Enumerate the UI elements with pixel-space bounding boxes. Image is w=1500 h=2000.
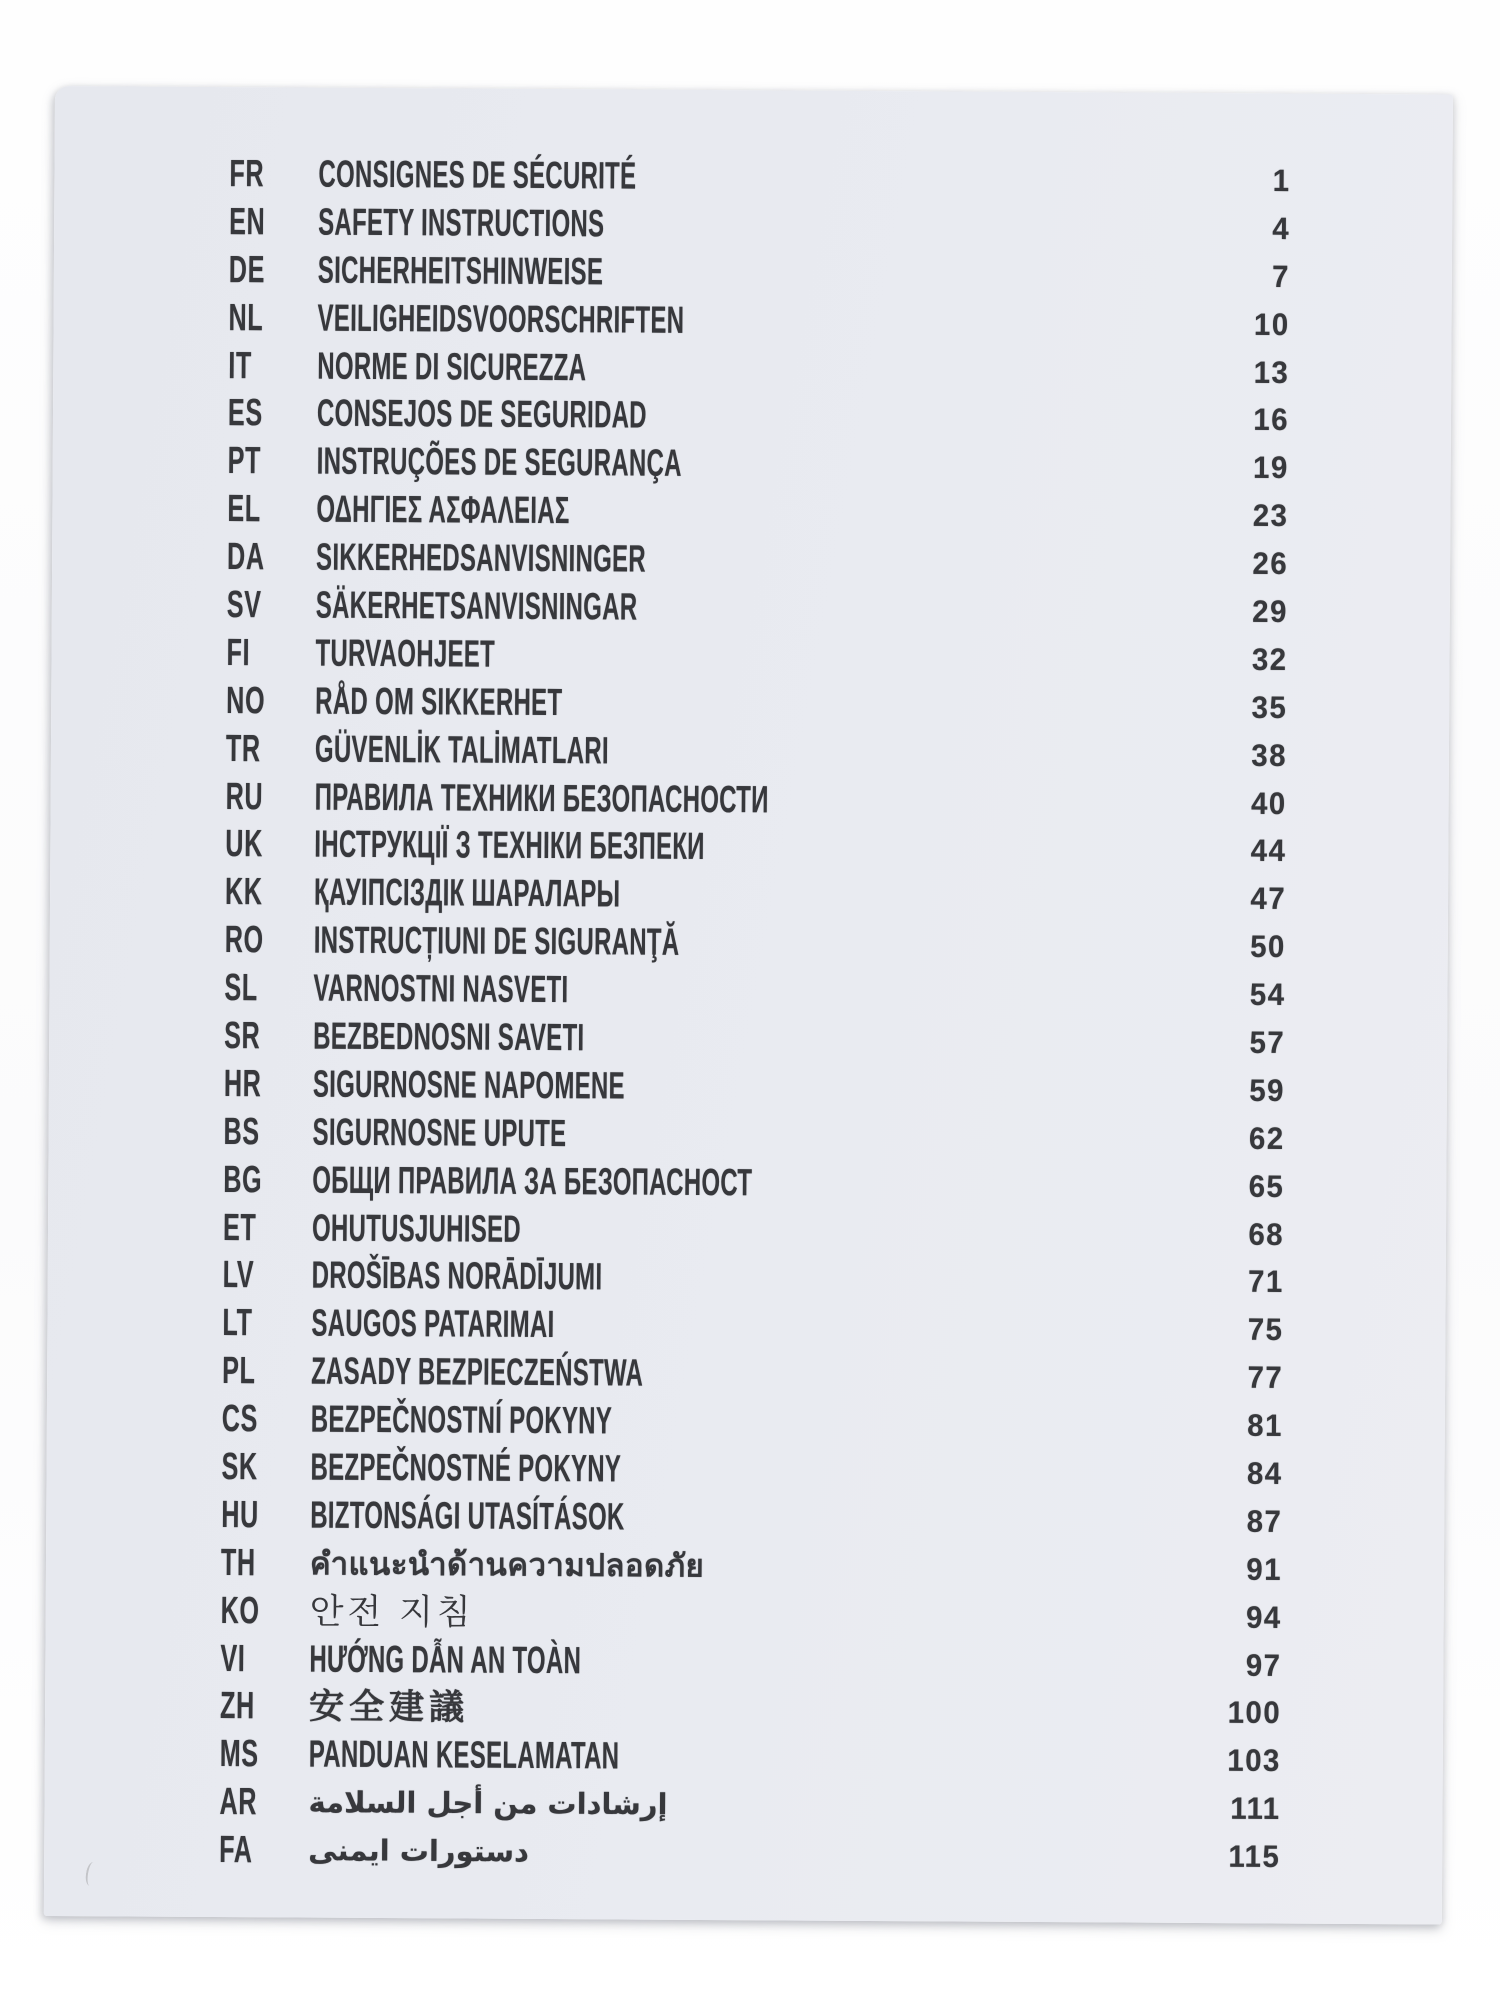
toc-title: NORME DI SICUREZZA <box>317 345 587 389</box>
toc-title: BEZPEČNOSTNÉ POKYNY <box>310 1446 622 1491</box>
toc-language-code: NL <box>228 296 264 339</box>
toc-language-code: PL <box>222 1350 256 1393</box>
toc-row <box>49 1011 1447 1067</box>
toc-language-code: KO <box>220 1589 260 1632</box>
toc-language-code: ES <box>227 392 263 435</box>
toc-title: TURVAOHJEET <box>315 632 496 676</box>
toc-row <box>44 1825 1442 1881</box>
toc-page-number: 77 <box>1247 1360 1284 1396</box>
toc-row <box>47 1298 1445 1354</box>
toc-title: GÜVENLİK TALİMATLARI <box>314 728 610 773</box>
document-page <box>44 86 1453 1925</box>
toc-row <box>50 867 1448 923</box>
toc-page-number: 32 <box>1251 641 1288 677</box>
toc-title: ҚАУІПСІЗДІК ШАРАЛАРЫ <box>313 871 621 916</box>
toc-page-number: 103 <box>1227 1743 1281 1779</box>
toc-language-code: LT <box>222 1302 253 1345</box>
toc-language-code: SR <box>224 1015 261 1058</box>
toc-row <box>45 1729 1443 1785</box>
toc-row <box>46 1490 1444 1546</box>
toc-page-number: 7 <box>1271 258 1290 294</box>
toc-row <box>44 1777 1442 1833</box>
toc-title: CONSEJOS DE SEGURIDAD <box>316 392 647 438</box>
toc-language-code: FA <box>219 1829 253 1872</box>
toc-row <box>54 197 1452 253</box>
toc-language-code: DE <box>228 248 266 292</box>
toc-language-code: MS <box>219 1733 259 1776</box>
toc-page-number: 68 <box>1248 1216 1285 1252</box>
toc-row <box>51 724 1449 780</box>
toc-language-code: VI <box>220 1637 246 1680</box>
toc-row <box>53 436 1451 492</box>
toc-page-number: 10 <box>1253 306 1290 342</box>
toc-language-code: HU <box>221 1493 259 1537</box>
toc-language-code: FI <box>226 631 251 675</box>
toc-language-code: PT <box>227 440 262 483</box>
toc-page-number: 26 <box>1252 545 1289 582</box>
toc-page-number: 16 <box>1253 402 1290 438</box>
toc-language-code: HR <box>223 1062 262 1106</box>
toc-page-number: 50 <box>1250 929 1286 965</box>
toc-language-code: ET <box>222 1206 257 1249</box>
toc-row <box>45 1681 1443 1737</box>
toc-language-code: KK <box>224 871 263 914</box>
toc-title: SICHERHEITSHINWEISE <box>317 249 604 294</box>
toc-language-code: RU <box>225 775 264 818</box>
toc-row <box>54 245 1452 301</box>
toc-page-number: 91 <box>1246 1551 1283 1587</box>
toc-page-number: 84 <box>1246 1455 1283 1492</box>
toc-language-code: AR <box>219 1781 258 1824</box>
toc-row <box>51 628 1449 684</box>
toc-title: BEZPEČNOSTNÍ POKYNY <box>310 1398 613 1443</box>
toc-title: SIGURNOSNE UPUTE <box>312 1111 567 1155</box>
toc-row <box>53 341 1451 397</box>
toc-row <box>45 1634 1443 1690</box>
toc-row <box>48 1155 1446 1211</box>
toc-row <box>51 676 1449 732</box>
toc-title: PANDUAN KESELAMATAN <box>308 1733 620 1778</box>
toc-page-number: 57 <box>1249 1024 1286 1061</box>
toc-row <box>48 1250 1446 1306</box>
toc-row <box>46 1586 1444 1642</box>
toc-page-number: 47 <box>1250 881 1287 917</box>
toc-row <box>48 1107 1446 1163</box>
toc-title: CONSIGNES DE SÉCURITÉ <box>318 153 637 198</box>
toc-language-code: UK <box>225 823 264 866</box>
toc-page-number: 13 <box>1253 354 1290 390</box>
toc-language-code: CS <box>221 1398 259 1441</box>
toc-title: คำแนะนำด้านความปลอดภัย <box>309 1545 705 1584</box>
toc-page-number: 35 <box>1251 689 1288 725</box>
toc-language-code: ZH <box>219 1685 255 1728</box>
toc-title: ΟΔΗΓΙΕΣ ΑΣΦΑΛΕΙΑΣ <box>316 488 570 533</box>
toc-page-number: 97 <box>1245 1647 1282 1683</box>
toc-page-number: 62 <box>1248 1120 1285 1156</box>
toc-row <box>46 1538 1444 1594</box>
toc-language-code: DA <box>226 536 265 579</box>
toc-page-number: 81 <box>1247 1407 1283 1444</box>
toc-language-code: TH <box>220 1541 256 1585</box>
toc-page-number: 115 <box>1228 1838 1281 1875</box>
toc-list <box>44 149 1453 1882</box>
toc-page-number: 1 <box>1272 162 1291 198</box>
toc-title: دستورات ایمنی <box>308 1833 530 1869</box>
toc-title: SIKKERHEDSANVISNINGER <box>315 536 647 581</box>
toc-page-number: 94 <box>1245 1599 1282 1635</box>
toc-language-code: SV <box>226 584 262 627</box>
toc-language-code: BS <box>223 1110 260 1154</box>
toc-language-code: EN <box>229 200 266 244</box>
toc-page-number: 71 <box>1248 1264 1284 1300</box>
toc-row <box>52 532 1450 588</box>
toc-row <box>50 915 1448 971</box>
toc-page-number: 40 <box>1250 785 1287 821</box>
toc-title: VEILIGHEIDSVOORSCHRIFTEN <box>317 297 685 342</box>
toc-row <box>46 1442 1444 1498</box>
toc-row <box>48 1203 1446 1259</box>
toc-title: BIZTONSÁGI UTASÍTÁSOK <box>310 1494 625 1539</box>
toc-row <box>52 580 1450 636</box>
toc-row <box>49 1059 1447 1115</box>
toc-language-code: EL <box>227 488 261 531</box>
toc-title: ОБЩИ ПРАВИЛА ЗА БЕЗОПАСНОСТ <box>312 1159 753 1204</box>
toc-language-code: TR <box>225 727 261 770</box>
toc-page-number: 75 <box>1247 1312 1284 1348</box>
toc-title: 안전 지침 <box>309 1591 475 1632</box>
toc-title: ІНСТРУКЦІЇ З ТЕХНІКИ БЕЗПЕКИ <box>314 824 705 869</box>
toc-row <box>51 772 1449 828</box>
toc-page-number: 19 <box>1252 450 1289 486</box>
toc-page-number: 59 <box>1249 1072 1285 1108</box>
toc-row <box>47 1346 1445 1402</box>
toc-language-code: RO <box>224 919 264 962</box>
toc-row <box>50 819 1448 875</box>
toc-row <box>53 293 1451 349</box>
toc-language-code: BG <box>223 1158 263 1201</box>
toc-page-number: 54 <box>1249 976 1286 1013</box>
toc-language-code: IT <box>228 344 253 387</box>
toc-language-code: FR <box>229 153 265 196</box>
toc-title: SAFETY INSTRUCTIONS <box>318 201 605 246</box>
toc-title: OHUTUSJUHISED <box>311 1207 522 1251</box>
toc-row <box>54 149 1452 205</box>
toc-row <box>47 1394 1445 1450</box>
toc-title: SIGURNOSNE NAPOMENE <box>312 1063 625 1108</box>
toc-title: VARNOSTNI NASVETI <box>313 967 569 1012</box>
toc-title: RÅD OM SIKKERHET <box>315 680 563 724</box>
toc-title: DROŠĪBAS NORĀDĪJUMI <box>311 1255 603 1299</box>
toc-page-number: 4 <box>1272 210 1291 246</box>
toc-page-number: 23 <box>1252 497 1289 534</box>
toc-row <box>53 388 1451 444</box>
toc-page-number: 87 <box>1246 1503 1283 1539</box>
toc-title: ПРАВИЛА ТЕХНИКИ БЕЗОПАСНОСТИ <box>314 776 769 821</box>
toc-title: HƯỚNG DẪN AN TOÀN <box>309 1638 582 1682</box>
toc-page-number: 100 <box>1227 1695 1282 1731</box>
toc-page-number: 111 <box>1230 1790 1281 1827</box>
toc-title: BEZBEDNOSNI SAVETI <box>313 1015 585 1060</box>
toc-row <box>49 963 1447 1019</box>
toc-title: إرشادات من أجل السلامة <box>308 1785 668 1822</box>
toc-title: SAUGOS PATARIMAI <box>311 1302 555 1347</box>
toc-page-number: 44 <box>1250 833 1287 869</box>
toc-title: INSTRUCȚIUNI DE SIGURANŢĂ <box>313 919 680 965</box>
toc-row <box>52 484 1450 540</box>
toc-title: SÄKERHETSANVISNINGAR <box>315 584 638 629</box>
toc-language-code: SK <box>221 1446 258 1489</box>
toc-page-number: 38 <box>1251 737 1288 773</box>
toc-title: 安全建議 <box>308 1687 470 1728</box>
toc-language-code: NO <box>226 679 266 723</box>
toc-title: ZASADY BEZPIECZEŃSTWA <box>311 1350 644 1395</box>
toc-language-code: SL <box>224 967 258 1010</box>
toc-title: INSTRUÇÕES DE SEGURANÇA <box>316 440 682 486</box>
toc-page-number: 29 <box>1252 593 1288 629</box>
toc-language-code: LV <box>222 1254 255 1297</box>
toc-page-number: 65 <box>1248 1168 1285 1204</box>
